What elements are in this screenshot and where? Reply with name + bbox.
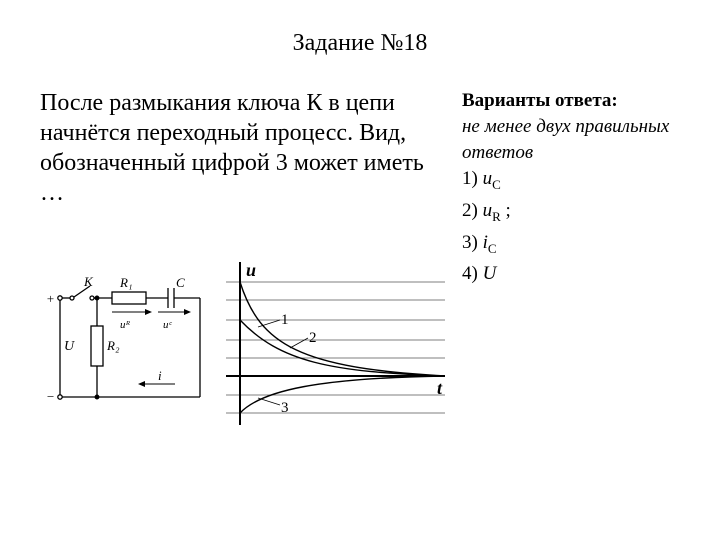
slide-title: Задание №18 <box>292 30 428 56</box>
switch-contact <box>70 296 74 300</box>
c-label: C <box>176 275 185 290</box>
curve-1 <box>240 282 445 376</box>
switch-contact <box>90 296 94 300</box>
option-variable: U <box>482 263 497 285</box>
curve-2-label: 2 <box>309 330 317 346</box>
option-subscript: C <box>487 240 497 256</box>
graph-x-label: t <box>437 378 443 398</box>
r1-label: R₁ <box>120 275 133 290</box>
option-number: 4) <box>462 263 478 285</box>
r2-label: R₂ <box>107 338 120 353</box>
resistor-r2 <box>91 326 103 366</box>
curve-2 <box>240 320 445 376</box>
uC-label: uᶜ <box>163 319 172 331</box>
option-number: 1) <box>462 168 478 189</box>
option-subscript: C <box>492 176 501 192</box>
curve-1-label: 1 <box>281 312 289 328</box>
curve-3 <box>240 376 445 413</box>
current-label: i <box>158 368 162 383</box>
option-variable: i <box>482 231 488 253</box>
transient-graph <box>226 260 445 425</box>
answers-header: Варианты ответа: <box>462 90 618 111</box>
option-variable: u <box>482 199 493 221</box>
curve-3-label: 3 <box>281 400 289 416</box>
uR-label: uᴿ <box>120 319 131 331</box>
answers-note: не менее двух правильных ответов <box>462 116 670 163</box>
plus-label: + <box>46 291 55 306</box>
resistor-r1 <box>112 292 146 304</box>
option-number: 2) <box>462 199 478 221</box>
option-variable: u <box>482 168 493 189</box>
question-text: После размыкания ключа К в цепи начнётся переходный процесс. Вид, обозначенный цифрой 3 может иметь … <box>40 90 424 206</box>
graph-y-label: u <box>246 260 257 280</box>
key-label: К <box>84 274 93 289</box>
option-subscript: R <box>492 208 501 224</box>
u-source-label: U <box>64 339 75 354</box>
plus-terminal <box>58 296 62 300</box>
grid-lines <box>226 282 445 413</box>
circuit-diagram <box>58 286 200 399</box>
option-number: 3) <box>462 231 478 253</box>
minus-label: − <box>46 389 55 404</box>
minus-terminal <box>58 395 62 399</box>
option-suffix: ; <box>505 199 511 221</box>
